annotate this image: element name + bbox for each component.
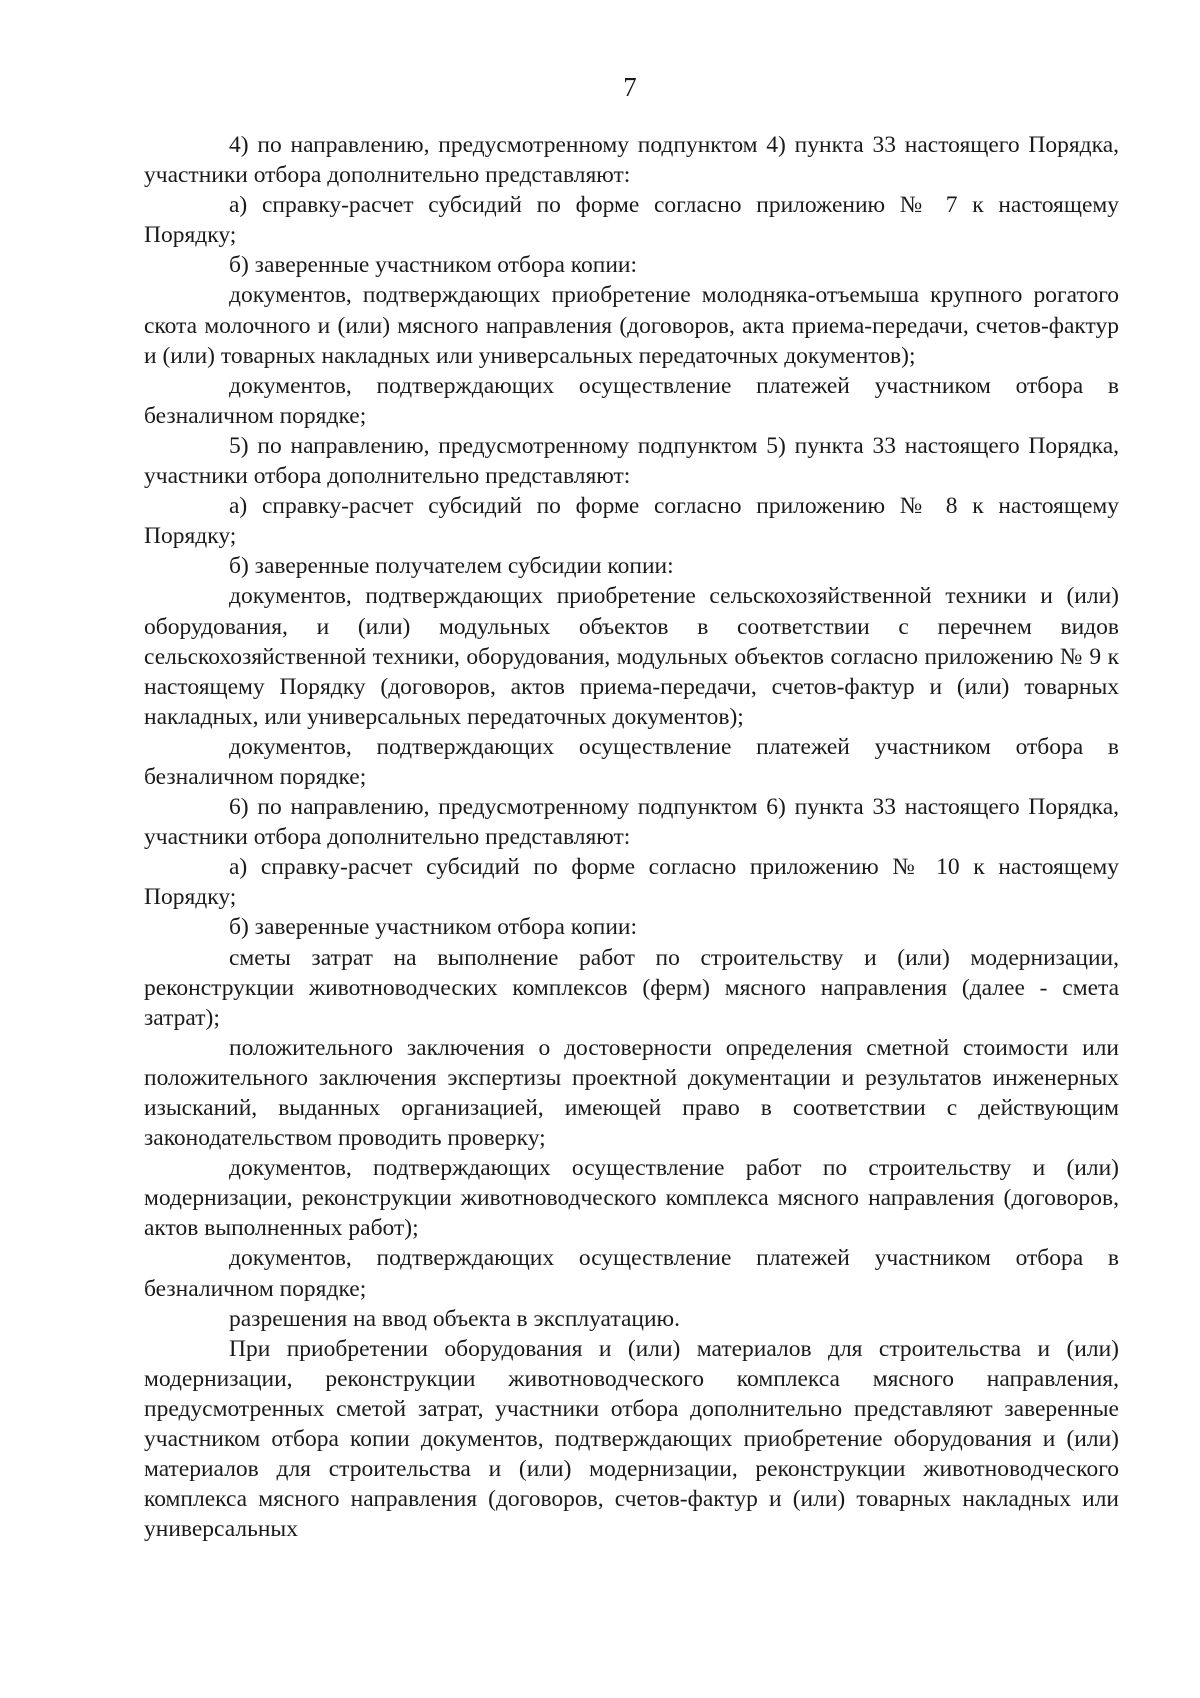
paragraph-commissioning-permit: разрешения на ввод объекта в эксплуатацию.	[229, 1305, 680, 1332]
paragraph-subitem-b: б) заверенные участником отбора копии:	[229, 914, 638, 941]
paragraph-subitem-a: а) справку-расчет субсидий по форме согласно приложению № 7 к настоящему Порядку;	[144, 192, 1119, 249]
paragraph-construction-documents: документов, подтверждающих осуществление работ по строительству и (или) модернизации, реконструкции животноводческого комплекса мясного направления (договоров, актов выполненных работ);	[144, 1155, 1119, 1242]
paragraph-cost-estimate: сметы затрат на выполнение работ по строительству и (или) модернизации, реконструкции животноводческих комплексов (ферм) мясного направления (далее - смета затрат);	[144, 944, 1119, 1031]
paragraph-subitem-a: а) справку-расчет субсидий по форме согласно приложению № 8 к настоящему Порядку;	[144, 493, 1119, 550]
paragraph-subitem-a: а) справку-расчет субсидий по форме согласно приложению № 10 к настоящему Порядку;	[144, 854, 1119, 911]
paragraph-equipment-purchase: При приобретении оборудования и (или) материалов для строительства и (или) модернизации, реконструкции животноводческого комплекса мясного направления, предусмотренных сметой затрат, участники отбора дополнительно представляют заверенные участником отбора копии документов, подтверждающих приобретение оборудования и (или) материалов для строительства и (или) модернизации, реконструкции животноводческого комплекса мясного направления (договоров, счетов-фактур и (или) товарных накладных или универсальных	[144, 1335, 1119, 1543]
paragraph-documents: документов, подтверждающих приобретение сельскохозяйственной техники и (или) оборудования, и (или) модульных объектов в соответствии с перечнем видов сельскохозяйственной техники, оборудования, модульных объектов согласно приложению № 9 к настоящему Порядку (договоров, актов приема-передачи, счетов-фактур и (или) товарных накладных, или универсальных передаточных документов);	[144, 583, 1119, 730]
paragraph-payments: документов, подтверждающих осуществление платежей участником отбора в безналичном порядке;	[144, 733, 1119, 790]
paragraph-payments: документов, подтверждающих осуществление платежей участником отбора в безналичном порядке;	[144, 1245, 1119, 1302]
paragraph-item-6: 6) по направлению, предусмотренному подпунктом 6) пункта 33 настоящего Порядка, участники отбора дополнительно представляют:	[144, 794, 1119, 851]
paragraph-expert-conclusion: положительного заключения о достоверности определения сметной стоимости или положительного заключения экспертизы проектной документации и результатов инженерных изысканий, выданных организацией, имеющей право в соответствии с действующим законодательством проводить проверку;	[144, 1034, 1119, 1152]
paragraph-subitem-b: б) заверенные получателем субсидии копии:	[229, 553, 674, 580]
paragraph-documents: документов, подтверждающих приобретение молодняка-отъемыша крупного рогатого скота молочного и (или) мясного направления (договоров, акта приема-передачи, счетов-фактур и (или) товарных накладных или универсальных передаточных документов);	[144, 282, 1119, 369]
paragraph-item-4: 4) по направлению, предусмотренному подпунктом 4) пункта 33 настоящего Порядка, участники отбора дополнительно представляют:	[144, 132, 1119, 189]
paragraph-subitem-b: б) заверенные участником отбора копии:	[229, 252, 638, 279]
paragraph-item-5: 5) по направлению, предусмотренному подпунктом 5) пункта 33 настоящего Порядка, участники отбора дополнительно представляют:	[144, 432, 1119, 490]
paragraph-payments: документов, подтверждающих осуществление платежей участником отбора в безналичном порядке;	[144, 372, 1119, 429]
page-number: 7	[623, 72, 637, 102]
document-body	[144, 130, 1119, 1544]
